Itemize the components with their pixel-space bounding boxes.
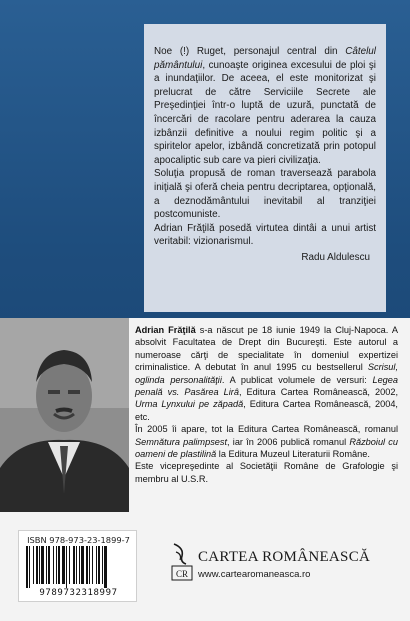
barcode-bar [41, 546, 44, 584]
isbn-label: ISBN 978-973-23-1899-7 [27, 535, 130, 545]
barcode-bar [36, 546, 38, 584]
barcode-bar [73, 546, 75, 584]
author-photo [0, 318, 129, 512]
barcode-bar [89, 546, 90, 584]
barcode-bar [53, 546, 54, 584]
barcode-bar [62, 546, 65, 584]
publisher-url[interactable]: www.cartearomaneasca.ro [198, 569, 311, 580]
publisher-block [170, 542, 400, 592]
bio-text: În 2005 îi apare, tot la Editura Cartea Românească, romanul [135, 424, 398, 435]
barcode-bar [96, 546, 97, 584]
publisher-name: CARTEA ROMÂNEASCĂ [198, 549, 371, 565]
novel-title: Câtelul pământului [154, 46, 376, 71]
barcode-bar [39, 546, 40, 584]
barcode-bar [66, 546, 67, 588]
blurb-text: Noe (!) Ruget, personajul central din [154, 46, 346, 57]
book-title: Semnătura palimpsest [135, 436, 228, 447]
barcode-bar [46, 546, 47, 584]
barcode-bar [26, 546, 28, 588]
author-bio [135, 324, 398, 485]
barcode-bar [81, 546, 84, 584]
barcode-bar [79, 546, 80, 584]
author-portrait-image [0, 318, 129, 512]
barcode-bar [48, 546, 50, 584]
blurb-paragraph-1 [154, 45, 376, 167]
bio-text: la Editura Muzeul Literaturii Române. [216, 449, 370, 460]
bio-paragraph-1 [135, 324, 398, 423]
publisher-logo-text: CR [175, 569, 189, 579]
book-title: Legea penală vs. Pasărea Lirâ [135, 374, 399, 398]
blurb-paragraph-2: Soluţia propusă de roman traversează parabola iniţială şi oferă cheia pentru decriptarea, opţională, a deznodământului inevitabil al tranziţiei postcomuniste. [154, 168, 376, 221]
barcode-bar [56, 546, 57, 584]
blurb-paragraph-3: Adrian Frăţilă posedă virtutea dintâi a unui artist veritabil: vizionarismul. [154, 222, 376, 248]
barcode-bar [104, 546, 107, 588]
barcode-bar [86, 546, 88, 584]
barcode-bars [25, 546, 132, 588]
barcode-bar [102, 546, 103, 584]
bio-paragraph-3: Este vicepreşedinte al Societăţii Române de Grafologie şi membru al U.S.R. [135, 461, 398, 484]
book-title: Scrisul, oglinda personalităţii [135, 362, 398, 385]
barcode [18, 530, 137, 602]
bio-text: , iar în 2006 publică romanul [227, 436, 350, 447]
barcode-bar [98, 546, 100, 584]
book-title: Urma Lynxului pe zăpadă [135, 399, 244, 410]
blurb-panel [144, 24, 386, 312]
barcode-number: 9789732318997 [39, 588, 118, 598]
bio-text: , Editura Cartea Românească, 2004, etc. [135, 399, 398, 422]
author-name: Adrian Frăţilă [135, 325, 196, 335]
publisher-logo-icon [170, 542, 194, 582]
blurb-text: , cunoaşte originea excesului de ploi şi a inundaţiilor. De aceea, el este monitorizat şi prelucrat de către Serviciile Secrete ale Preşedinţiei într-o luptă de uzură, punctată de încercări de racolare pentru aderarea la cauza izbânzii definitive a noului regim politic şi a spiritelor apelor, izbândă concretizată prin potopul apocaliptic sub care va pieri civilizaţia. [154, 59, 376, 166]
bio-paragraph-2 [135, 423, 398, 460]
barcode-bar [58, 546, 60, 584]
bio-text: s-a născut pe 18 iunie 1949 la Cluj-Napoca. A absolvit Facultatea de Drept din Bucureşti. Este autorul a numeroase cărţi de specialitate în domeniul expertizei criminalistice. A debutat în anul 1995 cu bestsellerul [135, 325, 398, 373]
barcode-bar [29, 546, 30, 588]
barcode-bar [33, 546, 34, 584]
book-title: Războiul cu oameni de plastilină [135, 436, 398, 460]
bio-text: , Editura Cartea Românească, 2002, [238, 387, 398, 398]
barcode-bar [76, 546, 77, 584]
barcode-bar [92, 546, 93, 584]
blurb-signature: Radu Aldulescu [301, 251, 370, 263]
bio-text: . A publicat volumele de versuri: [221, 374, 373, 385]
barcode-bar [69, 546, 70, 584]
